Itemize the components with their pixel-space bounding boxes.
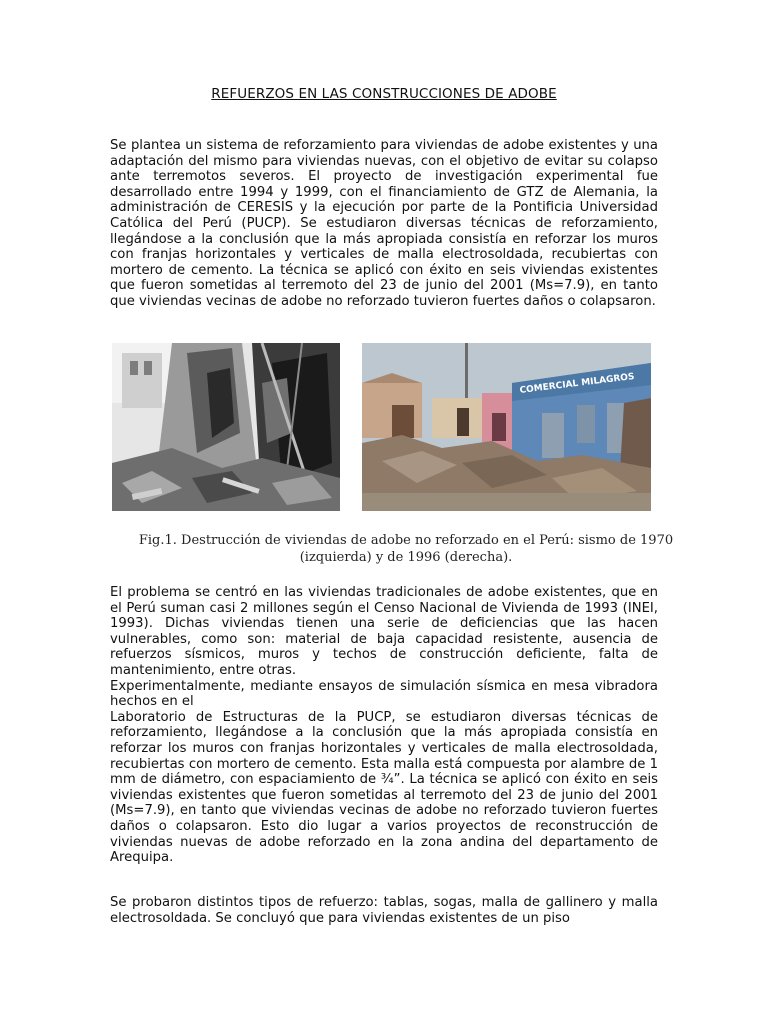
paragraph-problem: El problema se centró en las viviendas tradicionales de adobe existentes, que en el Perú suman casi 2 millones según el Censo Nacional de Vivienda de 1993 (INEI, 1993). Dichas viviendas tienen una serie de deficiencias que las hacen vulnerables, como son: material de baja capacidad resistente, ausencia de refuerzos sísmicos, muros y techos de construcción deficiente, falta de mantenimiento, entre otras.: [110, 585, 658, 678]
figure-caption: Fig.1. Destrucción de viviendas de adobe no reforzado en el Perú: sismo de 1970 (izquierda) y de 1996 (derecha).: [138, 533, 674, 565]
photo-1996-illustration: [362, 343, 651, 511]
paragraph-laboratory: Laboratorio de Estructuras de la PUCP, se estudiaron diversas técnicas de reforzamiento, llegándose a la conclusión que la más apropiada consistía en reforzar los muros con franjas horizontales y verticales de malla electrosoldada, recubiertas con mortero de cemento. Esta malla está compuesta por alambre de 1 mm de diámetro, con espaciamiento de ¾”. La técnica se aplicó con éxito en seis viviendas existentes que fueron sometidas al terremoto del 23 de junio del 2001 (Ms=7.9), en tanto que viviendas vecinas de adobe no reforzado tuvieron fuertes daños o colapsaron. Esto dio lugar a varios proyectos de reconstrucción de viviendas nuevas de adobe reforzado en la zona andina del departamento de Arequipa.: [110, 709, 658, 866]
paragraph-reinforcement-types: Se probaron distintos tipos de refuerzo: tablas, sogas, malla de gallinero y malla electrosoldada. Se concluyó que para viviendas existentes de un piso: [110, 895, 658, 926]
paragraph-experimental: Experimentalmente, mediante ensayos de simulación sísmica en mesa vibradora hechos en el: [110, 678, 658, 710]
paragraph-block-2: [110, 585, 658, 866]
document-title: REFUERZOS EN LAS CONSTRUCCIONES DE ADOBE: [211, 86, 557, 102]
photo-1970-illustration: [112, 343, 340, 511]
shop-sign-text: COMERCIAL MILAGROS: [519, 371, 636, 396]
photo-1970-earthquake-damage: [112, 343, 340, 511]
paragraph-intro: Se plantea un sistema de reforzamiento para viviendas de adobe existentes y una adaptación del mismo para viviendas nuevas, con el objetivo de evitar su colapso ante terremotos severos. El proyecto de investigación experimental fue desarrollado entre 1994 y 1999, con el financiamiento de GTZ de Alemania, la administración de CERESIS y la ejecución por parte de la Pontificia Universidad Católica del Perú (PUCP). Se estudiaron diversas técnicas de reforzamiento, llegándose a la conclusión que la más apropiada consistía en reforzar los muros con franjas horizontales y verticales de malla electrosoldada, recubiertas con mortero de cemento. La técnica se aplicó con éxito en seis viviendas existentes que fueron sometidas al terremoto del 23 de junio del 2001 (Ms=7.9), en tanto que viviendas vecinas de adobe no reforzado tuvieron fuertes daños o colapsaron.: [110, 138, 658, 309]
photo-1996-earthquake-damage: [362, 343, 651, 511]
